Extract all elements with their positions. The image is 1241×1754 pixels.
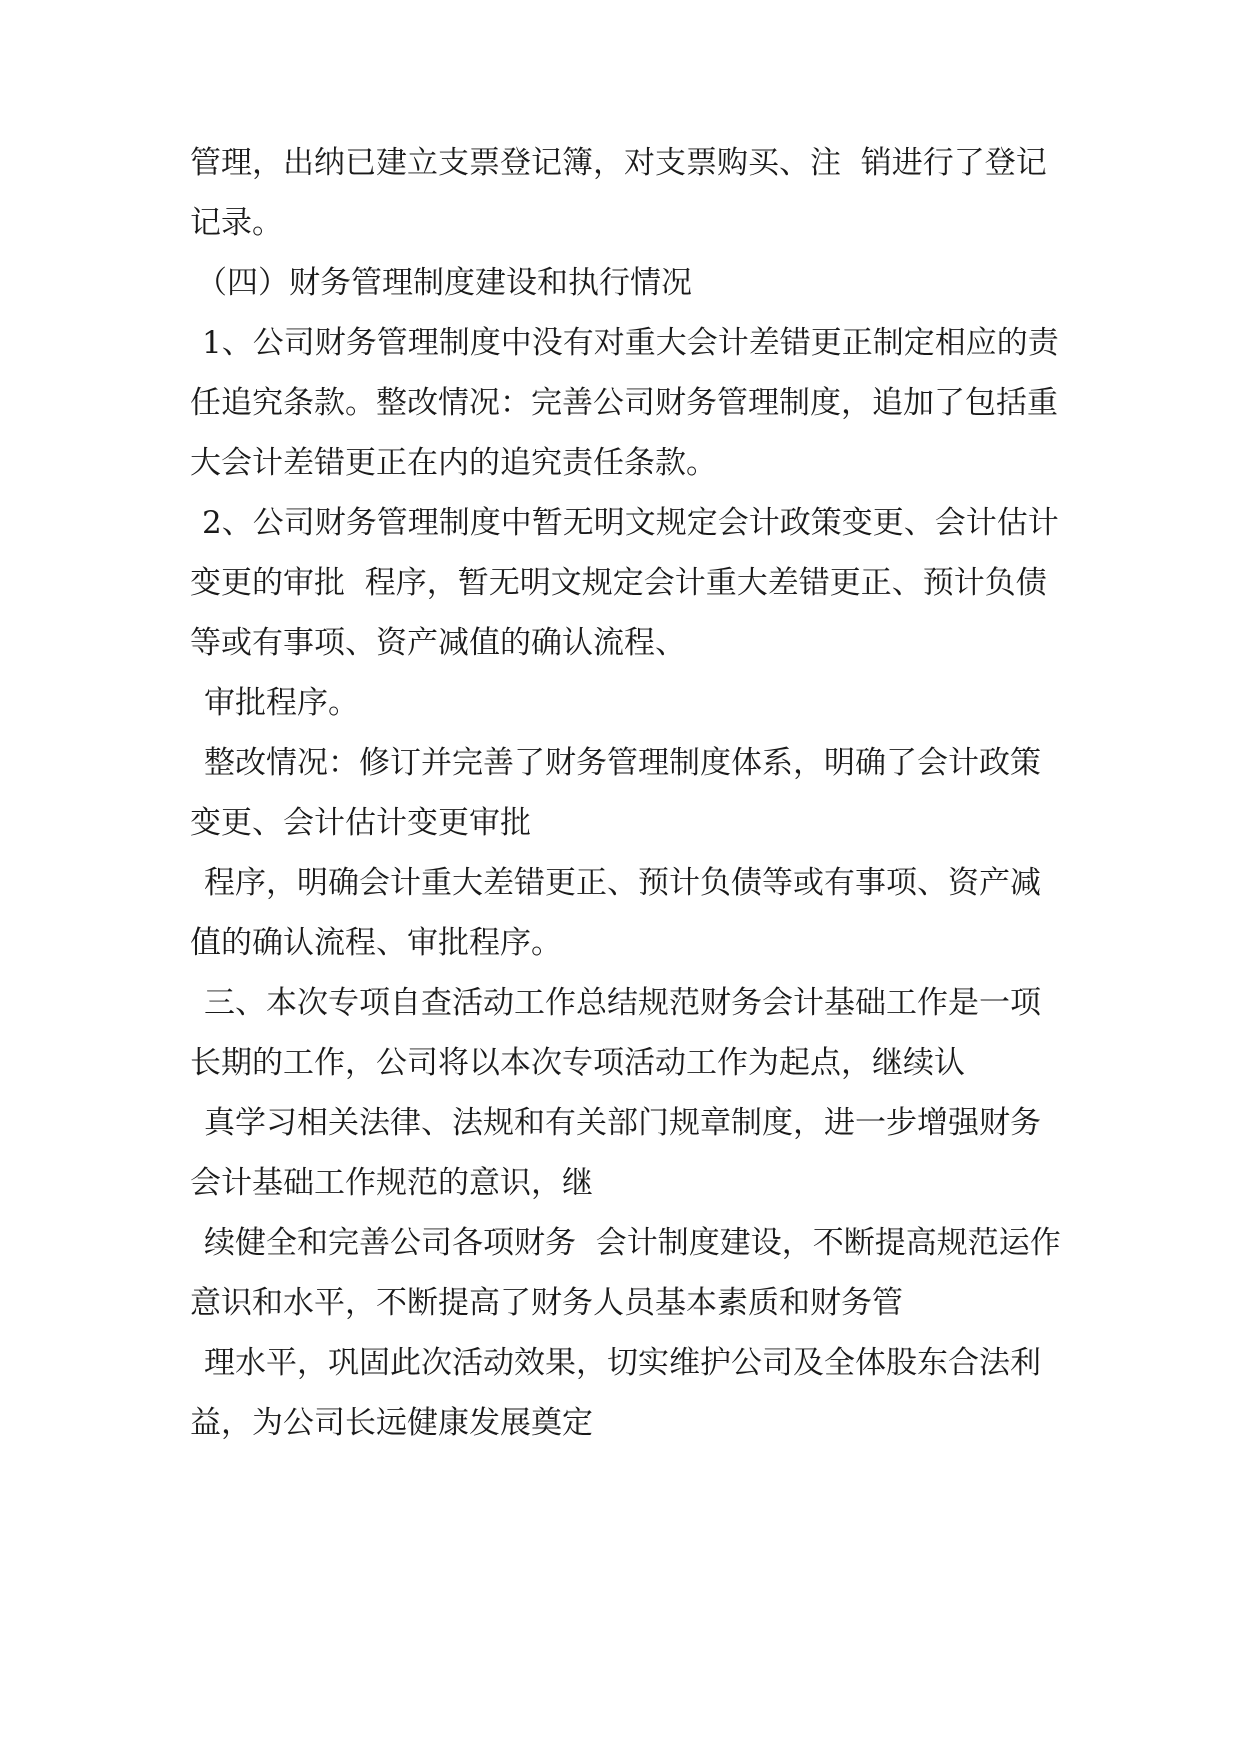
body-text-line: 真学习相关法律、法规和有关部门规章制度，进一步增强财务 — [204, 1105, 1041, 1141]
body-text-line: 值的确认流程、审批程序。 — [190, 925, 562, 961]
body-text-line: 记录。 — [190, 205, 283, 241]
body-text-line: 程序，明确会计重大差错更正、预计负债等或有事项、资产减 — [204, 865, 1041, 901]
body-text-line: 任追究条款。整改情况：完善公司财务管理制度，追加了包括重 — [190, 385, 1058, 421]
body-text-line: 续健全和完善公司各项财务 会计制度建设，不断提高规范运作 — [204, 1225, 1061, 1261]
body-text-line: 长期的工作，公司将以本次专项活动工作为起点，继续认 — [190, 1045, 965, 1081]
body-text-line: 变更、会计估计变更审批 — [190, 805, 531, 841]
section-heading: （四）财务管理制度建设和执行情况 — [196, 265, 692, 301]
body-text-line: 意识和水平，不断提高了财务人员基本素质和财务管 — [190, 1285, 903, 1321]
body-text-line: 会计基础工作规范的意识，继 — [190, 1165, 593, 1201]
body-text-line: 变更的审批 程序，暂无明文规定会计重大差错更正、预计负债 — [190, 565, 1047, 601]
body-text-line: 整改情况：修订并完善了财务管理制度体系，明确了会计政策 — [204, 745, 1041, 781]
body-text-line: 大会计差错更正在内的追究责任条款。 — [190, 445, 717, 481]
section-heading: 三、本次专项自查活动工作总结规范财务会计基础工作是一项 — [204, 985, 1041, 1021]
body-text-line: 2、公司财务管理制度中暂无明文规定会计政策变更、会计估计 — [202, 505, 1059, 541]
body-text-line: 审批程序。 — [204, 685, 359, 721]
body-text-line: 等或有事项、资产减值的确认流程、 — [190, 625, 686, 661]
body-text-line: 理水平，巩固此次活动效果，切实维护公司及全体股东合法利 — [204, 1345, 1041, 1381]
body-text-line: 益，为公司长远健康发展奠定 — [190, 1405, 593, 1441]
body-text-line: 1、公司财务管理制度中没有对重大会计差错更正制定相应的责 — [202, 325, 1059, 361]
body-text-line: 管理，出纳已建立支票登记簿，对支票购买、注 销进行了登记 — [190, 145, 1047, 181]
